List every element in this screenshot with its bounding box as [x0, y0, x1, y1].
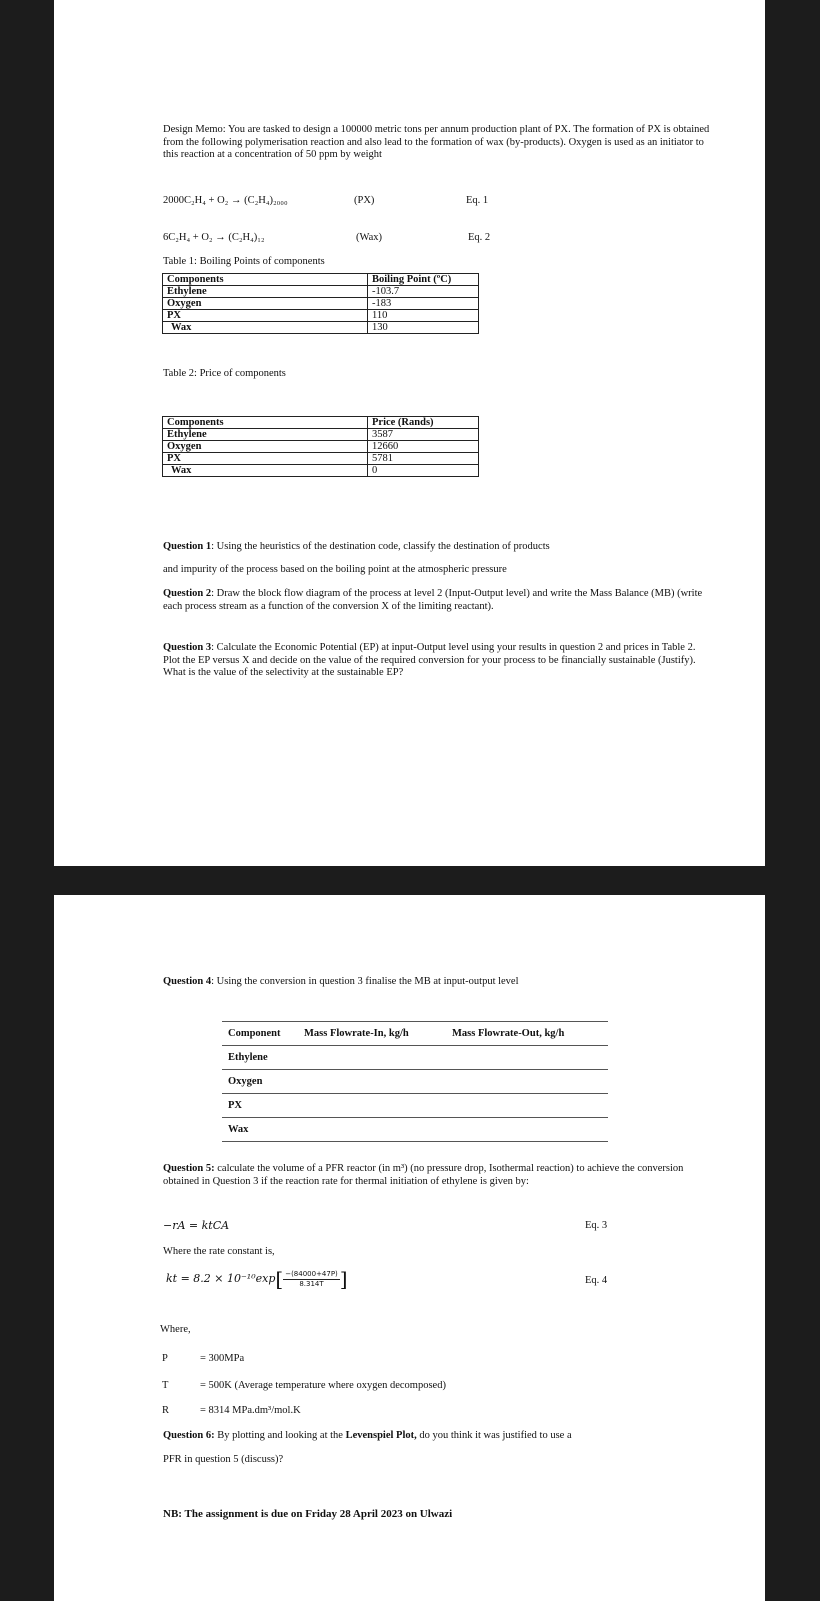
where-label: Where,	[160, 1324, 191, 1335]
question-6-line-2: PFR in question 5 (discuss)?	[163, 1454, 284, 1465]
left-bracket-icon: [	[275, 1267, 284, 1291]
table-header-row	[163, 274, 479, 286]
table-row	[222, 1070, 608, 1094]
question-2-label: Question 2	[163, 588, 212, 599]
table-row	[163, 441, 479, 453]
table-cell: Wax	[163, 465, 368, 477]
table-cell: 5781	[368, 453, 479, 465]
table-cell: PX	[163, 310, 368, 322]
variable-symbol: P	[162, 1353, 168, 1364]
mass-balance-table	[222, 1021, 608, 1142]
equation-1-product: (PX)	[354, 195, 375, 206]
table-cell: PX	[222, 1094, 298, 1118]
table-cell: 110	[368, 310, 479, 322]
equation-2-product: (Wax)	[356, 232, 382, 243]
right-bracket-icon: ]	[339, 1267, 348, 1291]
table-cell: Ethylene	[222, 1046, 298, 1070]
table-row	[222, 1046, 608, 1070]
question-3	[163, 642, 711, 680]
equation-4-numerator: −(84000+47P)	[285, 1269, 338, 1278]
table-2-caption: Table 2: Price of components	[163, 368, 286, 379]
table-cell: 0	[368, 465, 479, 477]
table-header: Price (Rands)	[368, 417, 479, 429]
equation-1-label: Eq. 1	[466, 195, 489, 206]
table-cell: Ethylene	[163, 429, 368, 441]
table-row	[163, 310, 479, 322]
equation-4-label: Eq. 4	[585, 1275, 608, 1286]
question-1-text: : Using the heuristics of the destination code, classify the destination of products	[211, 541, 550, 552]
table-cell	[298, 1094, 446, 1118]
question-5-text: calculate the volume of a PFR reactor (in m³) (no pressure drop, Isothermal reaction) to achieve the conversion obtained in Question 3 if the reaction rate for thermal initiation of ethylene is given by:	[163, 1163, 684, 1187]
table-header: Component	[222, 1022, 298, 1046]
question-4-label: Question 4	[163, 976, 212, 987]
document-page-1	[54, 0, 765, 866]
table-cell: Wax	[222, 1118, 298, 1142]
variable-symbol: R	[162, 1405, 170, 1416]
question-4	[163, 975, 519, 988]
table-row	[163, 453, 479, 465]
table-1-caption: Table 1: Boiling Points of components	[163, 256, 325, 267]
table-cell: 3587	[368, 429, 479, 441]
table-row	[163, 465, 479, 477]
table-cell: 12660	[368, 441, 479, 453]
question-6-emphasis: Levenspiel Plot,	[345, 1430, 417, 1441]
question-5-label: Question 5:	[163, 1163, 215, 1174]
question-6-text: do you think it was justified to use a	[416, 1430, 572, 1441]
question-5	[163, 1163, 711, 1188]
table-header: Components	[163, 274, 368, 286]
table-row	[163, 298, 479, 310]
question-3-label: Question 3	[163, 642, 212, 653]
due-date-note: NB: The assignment is due on Friday 28 April 2023 on Ulwazi	[163, 1508, 453, 1520]
question-1-line-2: and impurity of the process based on the boiling point at the atmospheric pressure	[163, 564, 507, 575]
question-1-label: Question 1	[163, 541, 212, 552]
boiling-points-table	[162, 273, 479, 334]
question-1-line-1	[163, 540, 550, 553]
variable-value: = 300MPa	[200, 1353, 245, 1364]
price-table	[162, 416, 479, 477]
table-header: Mass Flowrate-Out, kg/h	[446, 1022, 608, 1046]
table-cell: PX	[163, 453, 368, 465]
table-cell: Oxygen	[163, 441, 368, 453]
question-2	[163, 588, 711, 613]
table-row	[222, 1094, 608, 1118]
table-header-row	[222, 1022, 608, 1046]
table-header-row	[163, 417, 479, 429]
table-cell	[446, 1118, 608, 1142]
design-memo: Design Memo: You are tasked to design a 100000 metric tons per annum production plant of PX. The formation of PX is obtained from the following polymerisation reaction and also lead to the formation of wax (by-products). Oxygen is used as an initiator to this reaction at a concentration of 50 ppm by weight	[163, 124, 710, 160]
table-header: Boiling Point (ºC)	[368, 274, 479, 286]
table-header: Components	[163, 417, 368, 429]
equation-4-expression	[166, 1267, 348, 1291]
equation-2-label: Eq. 2	[468, 232, 491, 243]
question-3-text: : Calculate the Economic Potential (EP) at input-Output level using your results in question 2 and prices in Table 2. Plot the EP versus X and decide on the value of the required conversion for your process to be financially sustainable (Justify). What is the value of the selectivity at the sustainable EP?	[163, 642, 696, 678]
equation-4-denominator: 8.314T	[299, 1279, 324, 1288]
equation-2-reaction: 6C₂H₄ + O₂ → (C₂H₄)₁₂	[163, 232, 265, 243]
table-cell: Ethylene	[163, 286, 368, 298]
equation-4-fraction	[283, 1270, 340, 1289]
table-cell: Wax	[163, 322, 368, 334]
question-4-text: : Using the conversion in question 3 finalise the MB at input-output level	[211, 976, 519, 987]
table-cell: Oxygen	[163, 298, 368, 310]
table-cell: Oxygen	[222, 1070, 298, 1094]
table-cell	[298, 1070, 446, 1094]
table-cell	[446, 1070, 608, 1094]
table-cell: 130	[368, 322, 479, 334]
table-cell: -183	[368, 298, 479, 310]
variable-value: = 500K (Average temperature where oxygen decomposed)	[200, 1380, 446, 1391]
rate-constant-intro: Where the rate constant is,	[163, 1246, 275, 1257]
table-row	[163, 286, 479, 298]
equation-3-label: Eq. 3	[585, 1220, 608, 1231]
question-6-label: Question 6:	[163, 1430, 215, 1441]
variable-symbol: T	[162, 1380, 169, 1391]
table-row	[163, 322, 479, 334]
table-header: Mass Flowrate-In, kg/h	[298, 1022, 446, 1046]
question-6-line-1	[163, 1429, 572, 1442]
equation-4-lhs: kt = 8.2 × 10⁻¹⁰exp	[166, 1272, 276, 1285]
question-6-text: By plotting and looking at the	[214, 1430, 346, 1441]
table-cell: -103.7	[368, 286, 479, 298]
question-2-text: : Draw the block flow diagram of the process at level 2 (Input-Output level) and write the Mass Balance (MB) (write each process stream as a function of the conversion X of the limiting reactant).	[163, 588, 703, 612]
variable-value: = 8314 MPa.dm³/mol.K	[200, 1405, 301, 1416]
equation-3-expression: −rA = ktCA	[163, 1219, 230, 1232]
document-page-2	[54, 895, 765, 1601]
table-cell	[446, 1094, 608, 1118]
table-cell	[446, 1046, 608, 1070]
table-cell	[298, 1046, 446, 1070]
table-cell	[298, 1118, 446, 1142]
table-row	[163, 429, 479, 441]
equation-1-reaction: 2000C₂H₄ + O₂ → (C₂H₄)₂₀₀₀	[163, 195, 288, 206]
table-row	[222, 1118, 608, 1142]
